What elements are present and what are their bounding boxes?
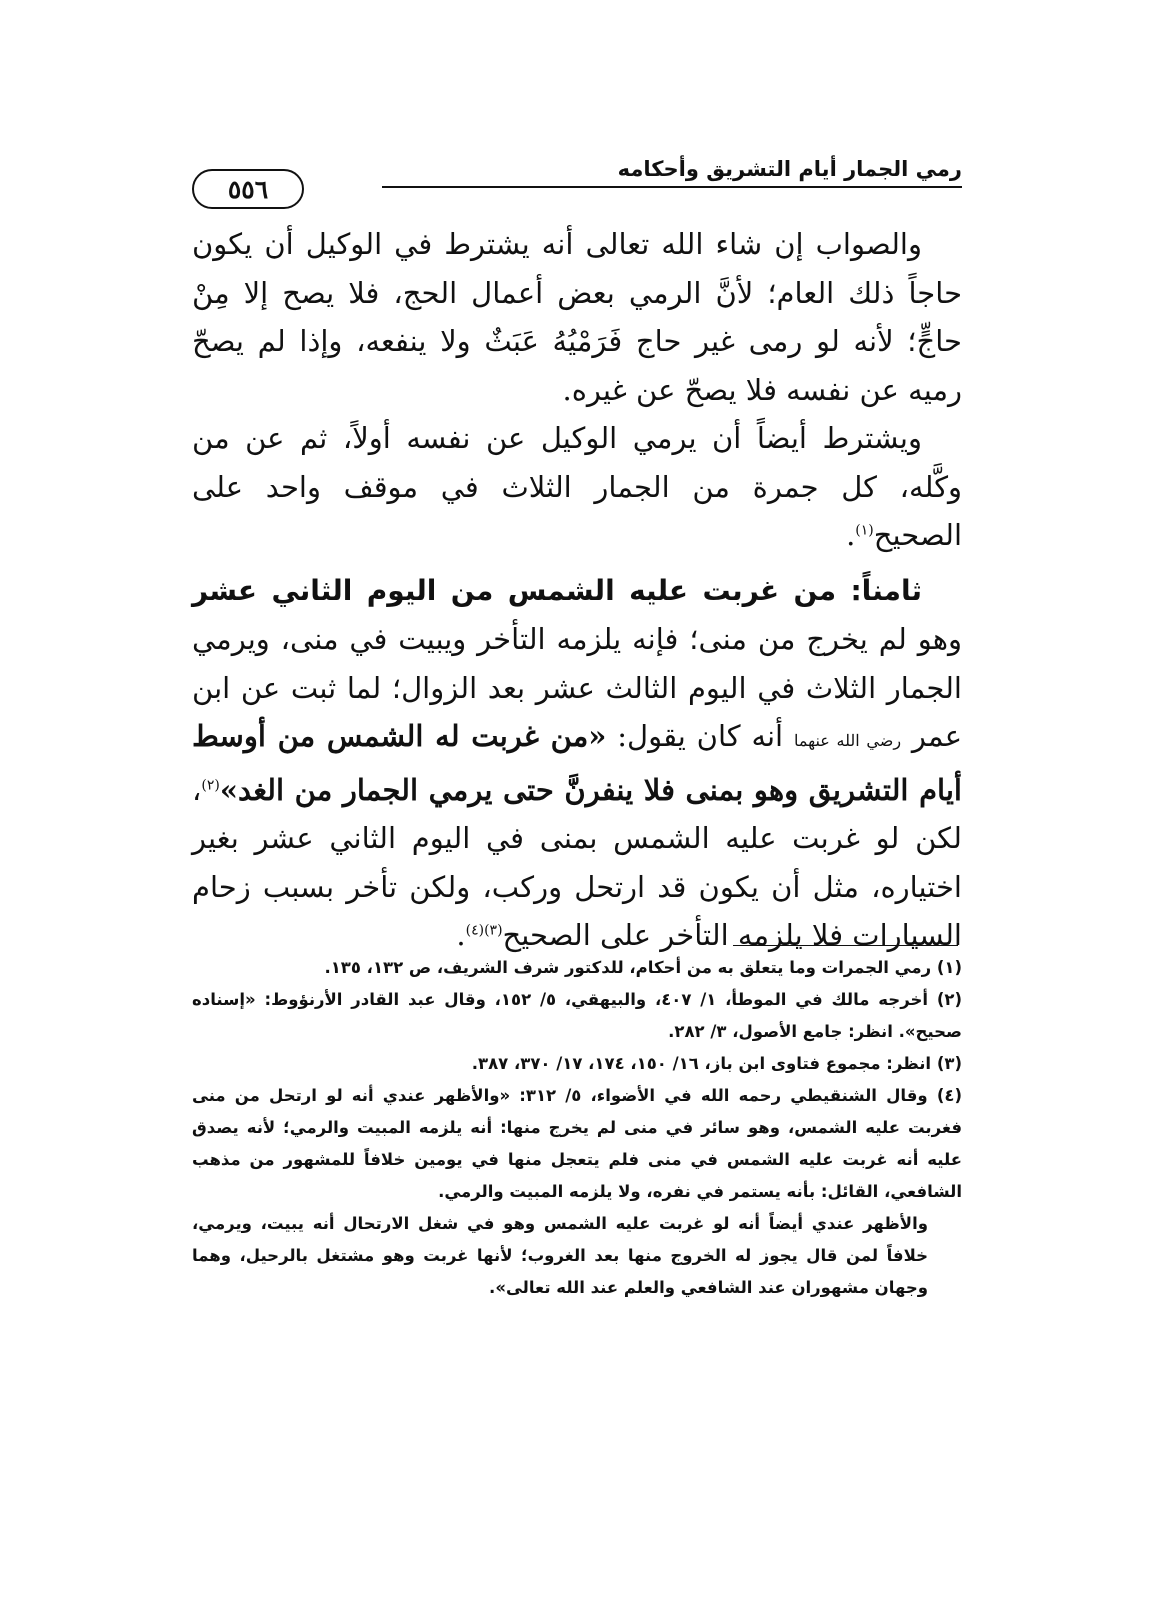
paragraph-2-end: . bbox=[846, 518, 856, 552]
section-heading: ثامناً: من غربت عليه الشمس من اليوم الثاني عشر bbox=[192, 573, 922, 607]
page-number: ٥٥٦ bbox=[192, 169, 304, 209]
paragraph-2-text: ويشترط أيضاً أن يرمي الوكيل عن نفسه أولاً، ثم عن من وكَّله، كل جمرة من الجمار الثلاث في موقف واحد على الصحيح bbox=[192, 421, 962, 552]
footnote-text: انظر: مجموع فتاوى ابن باز، ١٦/ ١٥٠، ١٧٤، ١٧/ ٣٧٠، ٣٨٧. bbox=[471, 1054, 932, 1073]
honorific: رضي الله عنهما bbox=[793, 731, 902, 750]
footnote-number: (٢) bbox=[936, 990, 962, 1009]
page-header bbox=[192, 155, 962, 215]
footnote-1 bbox=[192, 952, 962, 984]
footnotes bbox=[192, 952, 962, 1304]
footnote-rule bbox=[733, 945, 958, 946]
paragraph-1 bbox=[192, 220, 962, 414]
footnote-text: رمي الجمرات وما يتعلق به من أحكام، للدكتور شرف الشريف، ص ١٣٢، ١٣٥. bbox=[324, 958, 932, 977]
paragraph-3-text-2: أنه كان يقول: bbox=[606, 719, 794, 753]
footnote-number: (١) bbox=[936, 958, 962, 977]
paragraph-3-text-1: وهو لم يخرج من منى؛ فإنه يلزمه التأخر ويبيت في منى، ويرمي الجمار الثلاث في اليوم الثالث عشر بعد الزوال؛ لما ثبت عن ابن عمر bbox=[192, 622, 963, 753]
footnote-text: أخرجه مالك في الموطأ، ١/ ٤٠٧، والبيهقي، ٥/ ١٥٢، وقال عبد القادر الأرنؤوط: «إسناده صحيح». انظر: جامع الأصول، ٣/ ٢٨٢. bbox=[192, 990, 962, 1041]
footnote-number: (٣) bbox=[936, 1054, 962, 1073]
running-title: رمي الجمار أيام التشريق وأحكامه bbox=[617, 157, 962, 181]
hadith-quote: «من غربت له الشمس من أوسط أيام التشريق وهو بمنى فلا ينفرنَّ حتى يرمي الجمار من الغد» bbox=[192, 719, 962, 807]
footnote-2 bbox=[192, 984, 962, 1048]
header-rule bbox=[382, 186, 962, 188]
footnote-number: (٤) bbox=[936, 1086, 963, 1105]
paragraph-2 bbox=[192, 414, 962, 560]
footnote-ref-2: (٢) bbox=[201, 776, 220, 793]
footnote-4-continuation: والأظهر عندي أيضاً أنه لو غربت عليه الشمس وهو في شغل الارتحال أنه يبيت، ويرمي، خلافاً لمن قال يجوز له الخروج منها بعد الغروب؛ لأنها غربت وهو مشتغل بالرحيل، وهما وجهان مشهوران عند الشافعي والعلم عند الله تعالى». bbox=[192, 1214, 928, 1297]
paragraph-3-end: . bbox=[456, 918, 466, 952]
footnote-ref-1: (١) bbox=[855, 522, 874, 539]
paragraph-3-text-3: ، لكن لو غربت عليه الشمس بمنى في اليوم الثاني عشر بغير اختياره، مثل أن يكون قد ارتحل وركب، ولكن تأخر بسبب زحام السيارات فلا يلزمه التأخر على الصحيح bbox=[192, 772, 962, 952]
footnote-3 bbox=[192, 1048, 962, 1080]
main-text bbox=[192, 220, 962, 960]
footnote-ref-3-4: (٣)(٤) bbox=[465, 922, 503, 939]
footnote-4 bbox=[192, 1080, 962, 1208]
paragraph-3 bbox=[192, 566, 962, 960]
paragraph-1-text: والصواب إن شاء الله تعالى أنه يشترط في الوكيل أن يكون حاجاً ذلك العام؛ لأنَّ الرمي بعض أعمال الحج، فلا يصح إلا مِنْ حاجٍّ؛ لأنه لو رمى غير حاج فَرَمْيُهُ عَبَثٌ ولا ينفعه، وإذا لم يصحّ رميه عن نفسه فلا يصحّ عن غيره. bbox=[192, 227, 962, 407]
footnote-text: وقال الشنقيطي رحمه الله في الأضواء، ٥/ ٣١٢: «والأظهر عندي أنه لو ارتحل من منى فغربت عليه الشمس، وهو سائر في منى لم يخرج منها: أنه يلزمه المبيت والرمي؛ لأنه يصدق عليه أنه غربت عليه الشمس في منى فلم يتعجل منها في يومين خلافاً للمشهور من مذهب الشافعي، القائل: بأنه يستمر في نفره، ولا يلزمه المبيت والرمي. bbox=[192, 1086, 962, 1201]
